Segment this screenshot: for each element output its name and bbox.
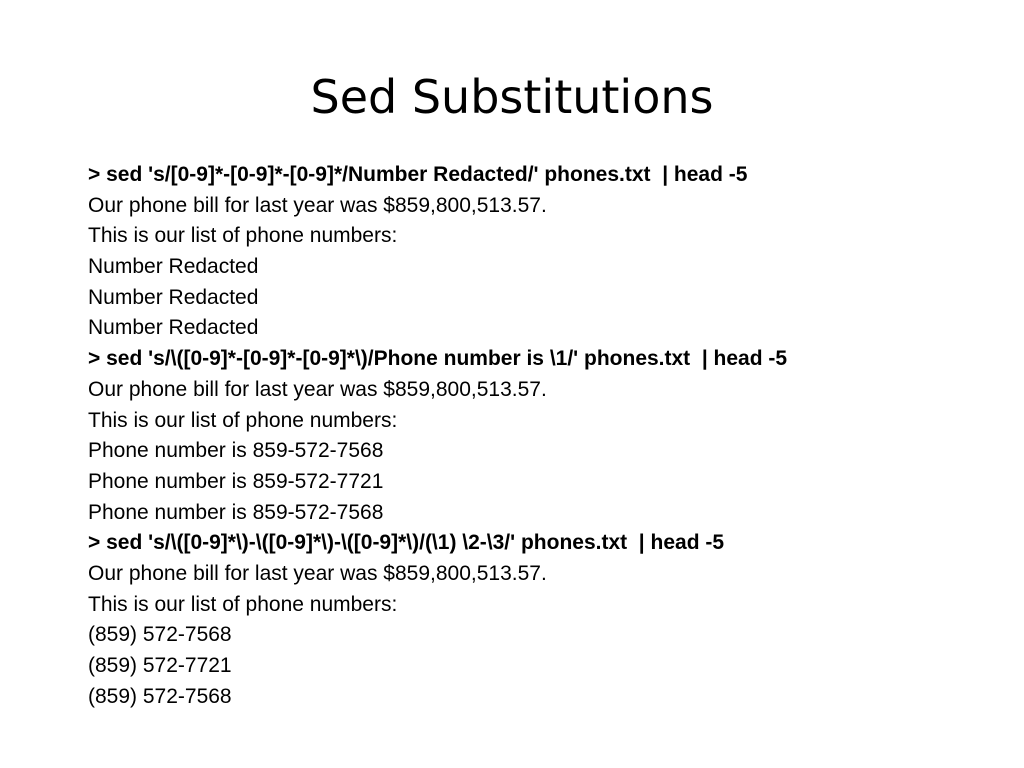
output-line: Number Redacted	[88, 285, 259, 309]
output-line: Number Redacted	[88, 316, 259, 340]
output-line: This is our list of phone numbers:	[88, 592, 398, 616]
output-line: Our phone bill for last year was $859,800,513.57.	[88, 193, 547, 217]
output-line: (859) 572-7568	[88, 684, 232, 708]
command-line: > sed 's/\([0-9]*\)-\([0-9]*\)-\([0-9]*\)/(\1) \2-\3/' phones.txt | head -5	[88, 531, 725, 555]
command-line: > sed 's/\([0-9]*-[0-9]*-[0-9]*\)/Phone number is \1/' phones.txt | head -5	[88, 347, 788, 371]
output-line: (859) 572-7568	[88, 623, 232, 647]
command-line: > sed 's/[0-9]*-[0-9]*-[0-9]*/Number Redacted/' phones.txt | head -5	[88, 163, 748, 186]
slide-title: Sed Substitutions	[310, 70, 714, 124]
output-line: Phone number is 859-572-7568	[88, 500, 384, 524]
slide-body	[88, 160, 1008, 712]
output-line: Our phone bill for last year was $859,800,513.57.	[88, 561, 547, 585]
output-line: Number Redacted	[88, 255, 259, 279]
output-line: Phone number is 859-572-7568	[88, 439, 384, 463]
output-line: This is our list of phone numbers:	[88, 408, 398, 432]
output-line: (859) 572-7721	[88, 654, 232, 677]
output-line: Our phone bill for last year was $859,800,513.57.	[88, 377, 547, 401]
output-line: Phone number is 859-572-7721	[88, 469, 384, 493]
output-line: This is our list of phone numbers:	[88, 224, 398, 248]
